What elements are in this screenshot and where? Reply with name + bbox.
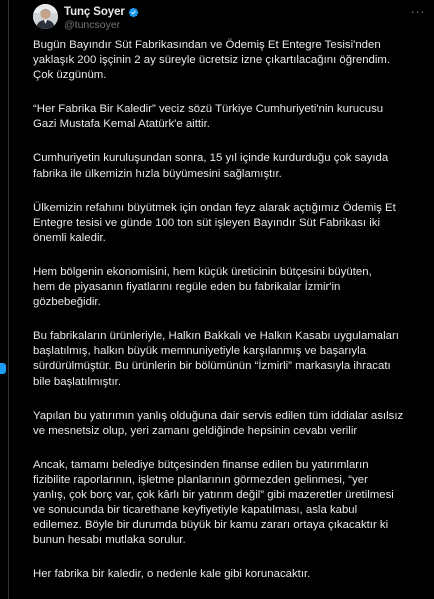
- tweet-paragraph: [33, 458, 433, 549]
- tweet-line: ve sonucunda bir ticarethane keyfiyetiyle kapatılması, asla kabul: [33, 504, 358, 517]
- tweet-line: bile başlatılmıştır.: [33, 375, 121, 388]
- tweet-paragraph: [33, 409, 433, 439]
- tweet-line: Çok üzgünüm.: [33, 69, 107, 82]
- tweet-paragraph: [33, 567, 433, 582]
- tweet-line: Gazi Mustafa Kemal Atatürk'e aittir.: [33, 118, 210, 131]
- tweet-line: bunun hesabı mutlaka sorulur.: [33, 534, 186, 547]
- tweet-paragraph: [33, 102, 433, 132]
- tweet-paragraph: [33, 201, 433, 246]
- tweet-header: [33, 4, 428, 34]
- tweet-line: Entegre tesisi ve günde 100 ton süt işleyen Bayındır Süt Fabrikası iki: [33, 216, 380, 229]
- left-rail: [0, 0, 9, 599]
- tweet-text: [33, 38, 433, 582]
- tweet-paragraph: [33, 329, 433, 389]
- tweet-line: edilemez. Böyle bir durumda büyük bir kamu zararı ortaya çıkacaktır ki: [33, 519, 389, 532]
- tweet-line: Yapılan bu yatırımın yanlış olduğuna dair servis edilen tüm iddialar asılsız: [33, 409, 404, 422]
- tweet-line: Hem bölgenin ekonomisini, hem küçük üreticinin bütçesini büyüten,: [33, 265, 372, 278]
- avatar[interactable]: [33, 4, 58, 29]
- left-rail-divider: [8, 0, 9, 599]
- tweet-line: Ancak, tamamı belediye bütçesinden finanse edilen bu yatırımların: [33, 458, 369, 471]
- left-rail-badge: [0, 363, 6, 374]
- tweet-line: “Her Fabrika Bir Kaledir” veciz sözü Türkiye Cumhuriyeti'nin kurucusu: [33, 103, 384, 116]
- tweet-line: yanlış, çok borç var, çok kârlı bir yatırım değil” gibi mazeretler üretilmesi: [33, 488, 394, 501]
- tweet-line: Bugün Bayındır Süt Fabrikasından ve Ödemiş Et Entegre Tesisi'nden: [33, 39, 381, 51]
- display-name[interactable]: Tunç Soyer: [64, 6, 125, 18]
- tweet-line: fabrika ile ülkemizin hızla büyümesini sağlamıştır.: [33, 167, 282, 180]
- handle[interactable]: @tuncsoyer: [64, 19, 121, 31]
- tweet-line: sürdürülmüştür. Bu ürünlerin bir bölümünün “İzmirli” markasıyla ihracatı: [33, 360, 391, 373]
- verified-badge-icon: [128, 7, 139, 18]
- tweet-line: gözbebeğidir.: [33, 296, 101, 309]
- tweet-line: önemli kaledir.: [33, 231, 106, 244]
- tweet-line: Cumhuriyetin kuruluşundan sonra, 15 yıl içinde kurdurduğu çok sayıda: [33, 152, 389, 165]
- tweet: [20, 0, 425, 599]
- tweet-paragraph: [33, 38, 433, 83]
- tweet-line: Ülkemizin refahını büyütmek için ondan feyz alarak açtığımız Ödemiş Et: [33, 201, 396, 214]
- more-options-icon[interactable]: ···: [410, 4, 425, 19]
- tweet-line: ve mesnetsiz olup, yeri zamanı geldiğinde hepsinin cevabı verilir: [33, 424, 358, 437]
- tweet-line: fizibilite raporlarının, işletme planlarının görmezden gelinmesi, “yer: [33, 473, 368, 486]
- tweet-paragraph: [33, 151, 433, 181]
- tweet-line: yaklaşık 200 işçinin 2 ay süreyle ücretsiz izne çıkartılacağını öğrendim.: [33, 54, 391, 67]
- tweet-line: Bu fabrikaların ürünleriyle, Halkın Bakkalı ve Halkın Kasabı uygulamaları: [33, 330, 399, 343]
- profile-photo-icon: [33, 4, 58, 29]
- name-row: [64, 6, 139, 18]
- tweet-line: Her fabrika bir kaledir, o nedenle kale gibi korunacaktır.: [33, 568, 311, 581]
- tweet-line: hem de piyasanın fiyatlarını regüle eden bu fabrikalar İzmir'in: [33, 281, 341, 294]
- tweet-paragraph: [33, 265, 433, 310]
- tweet-line: başlatılmış, halkın büyük memnuniyetiyle karşılanmış ve başarıyla: [33, 345, 366, 358]
